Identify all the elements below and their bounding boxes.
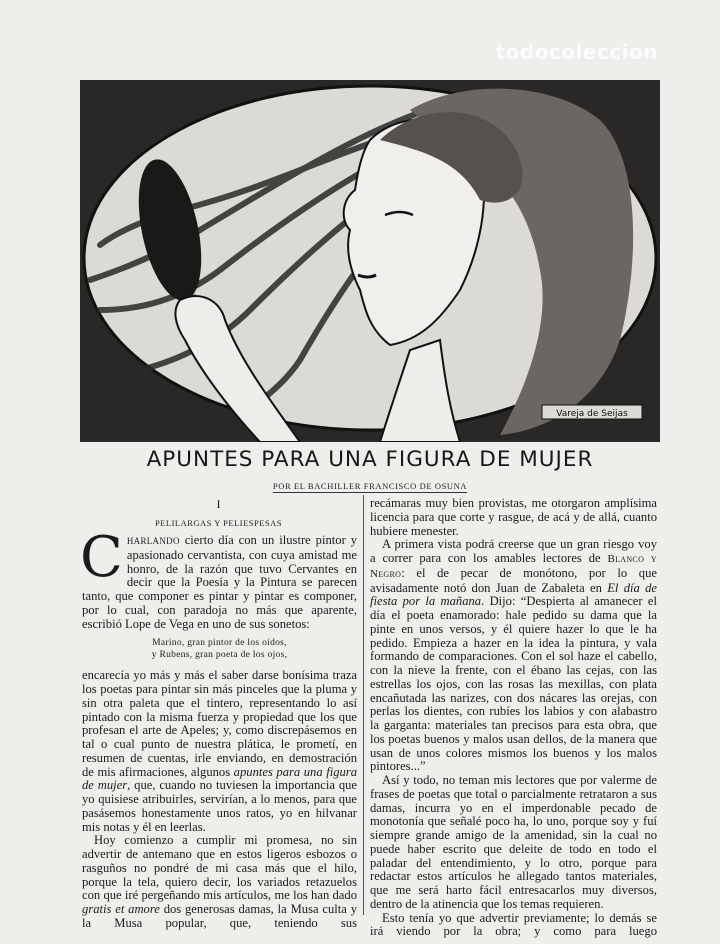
verse-quote	[82, 637, 357, 661]
italic-text: El día de fiesta por la mañana	[370, 580, 657, 609]
paragraph: recámaras muy bien provistas, me otorgaron amplísima licencia para que corte y rasgue, de acá y de allá, cuanto hubiere menester.	[370, 496, 657, 538]
drop-cap: C	[80, 525, 123, 590]
section-number: I	[216, 497, 221, 511]
smallcaps-text: HARLANDO	[126, 536, 180, 546]
smallcaps-text: Blanco y Negro	[370, 553, 657, 580]
paragraph-text: A primera vista podrá creerse que un gran riesgo voy a correr para con los amables lectores de	[370, 537, 657, 565]
illustration-signature: Vareja de Seijas	[556, 409, 628, 419]
paragraph: Así y todo, no teman mis lectores que por valerme de frases de poetas que total o parcialmente retrataron a sus damas, incurra yo en el imperdonable pecado de monotonía que señalé poco ha, lo uno, porque soy y fuí siempre grande amigo de la amenidad, sin la cual no puede haber escrito que deleite de todo en todo el paladar del entendimiento, y lo otro, porque para redactar estos artículos he allegado tantos materiales, que me será harto fácil entresacarlos muy diversos, dentro de la atinencia que los temas requieren.	[370, 773, 657, 911]
byline-text: POR EL BACHILLER FRANCISCO DE OSUNA	[272, 481, 468, 491]
paragraph	[80, 525, 357, 631]
paragraph-text: cierto día con un ilustre pintor y apasionado cervantista, con cuya amistad me honro, de la razón que tuvo Cervantes en decir que la Poesía y la Pintura se parecen tanto, que componer es pintar y pintar es componer, por lo cual, con paradoja no más que aparente, escribió Lope de Vega en uno de sus sonetos:	[82, 533, 357, 631]
paragraph	[82, 669, 357, 834]
paragraph: Esto tenía yo que advertir previamente; lo demás se irá viendo por la obra; y como para luego	[370, 910, 657, 939]
paragraph-text: , que, cuando no tuviesen la importancia que yo quisiese atribuirles, servirían, a lo menos, para que pasásemos honestamente unos ratos, yo en hilvanar mis notas y él en leerlas.	[82, 778, 357, 834]
italic-text: gratis et amore	[82, 902, 160, 916]
article-byline	[80, 481, 660, 492]
left-column	[80, 525, 357, 931]
watermark: todocoleccion	[495, 40, 658, 64]
italic-text: apuntes para una figura de mujer	[82, 764, 357, 793]
verse-line: Marino, gran pintor de los oídos,	[152, 638, 287, 649]
right-column	[370, 497, 657, 939]
paragraph	[370, 538, 657, 774]
column-divider	[363, 495, 364, 915]
woman-with-mirror-illustration	[80, 80, 660, 442]
section-title: PELILARGAS Y PELIESPESAS	[154, 518, 283, 528]
paragraph-text: : el de pecar de monótono, por lo que avisadamente notó don Juan de Zabaleta en	[370, 565, 657, 595]
paragraph-text: . Dijo: “Despierta al amanecer el día el poeta enamorado: hale pedido su dama que la pinte en unos versos, y él quiere hazer lo que le ha pedido. Empieza a hazer en la idea la pintura, y vala formando de comparaciones. Con el sol haze el cabello, con la nieve la frente, con el ébano las cejas, con las estrellas los ojos, con las rosas las mexillas, con plata encañutada las narizes, con dos nácares las orejas, con perlas los dientes, con rubíes los labios y con alabastro la garganta: materiales tan precisos para esta obra, que los poetas buenos y malos usan dellos, de la manera que usan de unos colores mismos los buenos y los malos pintores...”	[370, 594, 657, 774]
article-title: APUNTES PARA UNA FIGURA DE MUJER	[146, 447, 594, 472]
paragraph	[82, 834, 357, 930]
paragraph-text: Hoy comienzo a cumplir mi promesa, no sin advertir de antemano que en estos ligeros esbozos o rasguños no pondré de mi casa más que el hilo, porque la tela, quiero decir, los variados retazuelos con que iré pergeñando mis artículos, me los han dado	[82, 833, 357, 903]
verse-line: y Rubens, gran poeta de los ojos,	[151, 650, 288, 661]
paragraph-text: encarecía yo más y más el saber darse bonísima traza los poetas para pintar sin más pinceles que la pluma y sin otra paleta que el tintero, representando lo así pintado con la misma fuerza y propiedad que los que profesan el arte de Apeles; y, como discrepásemos en tal o cual punto de nuestra plática, le prometí, en resumen de cuentas, irle enviando, en demostración de mis afirmaciones, algunos	[82, 668, 357, 779]
paragraph-text: dos generosas damas, la Musa culta y la Musa popular, que, teniendo sus	[82, 902, 357, 930]
